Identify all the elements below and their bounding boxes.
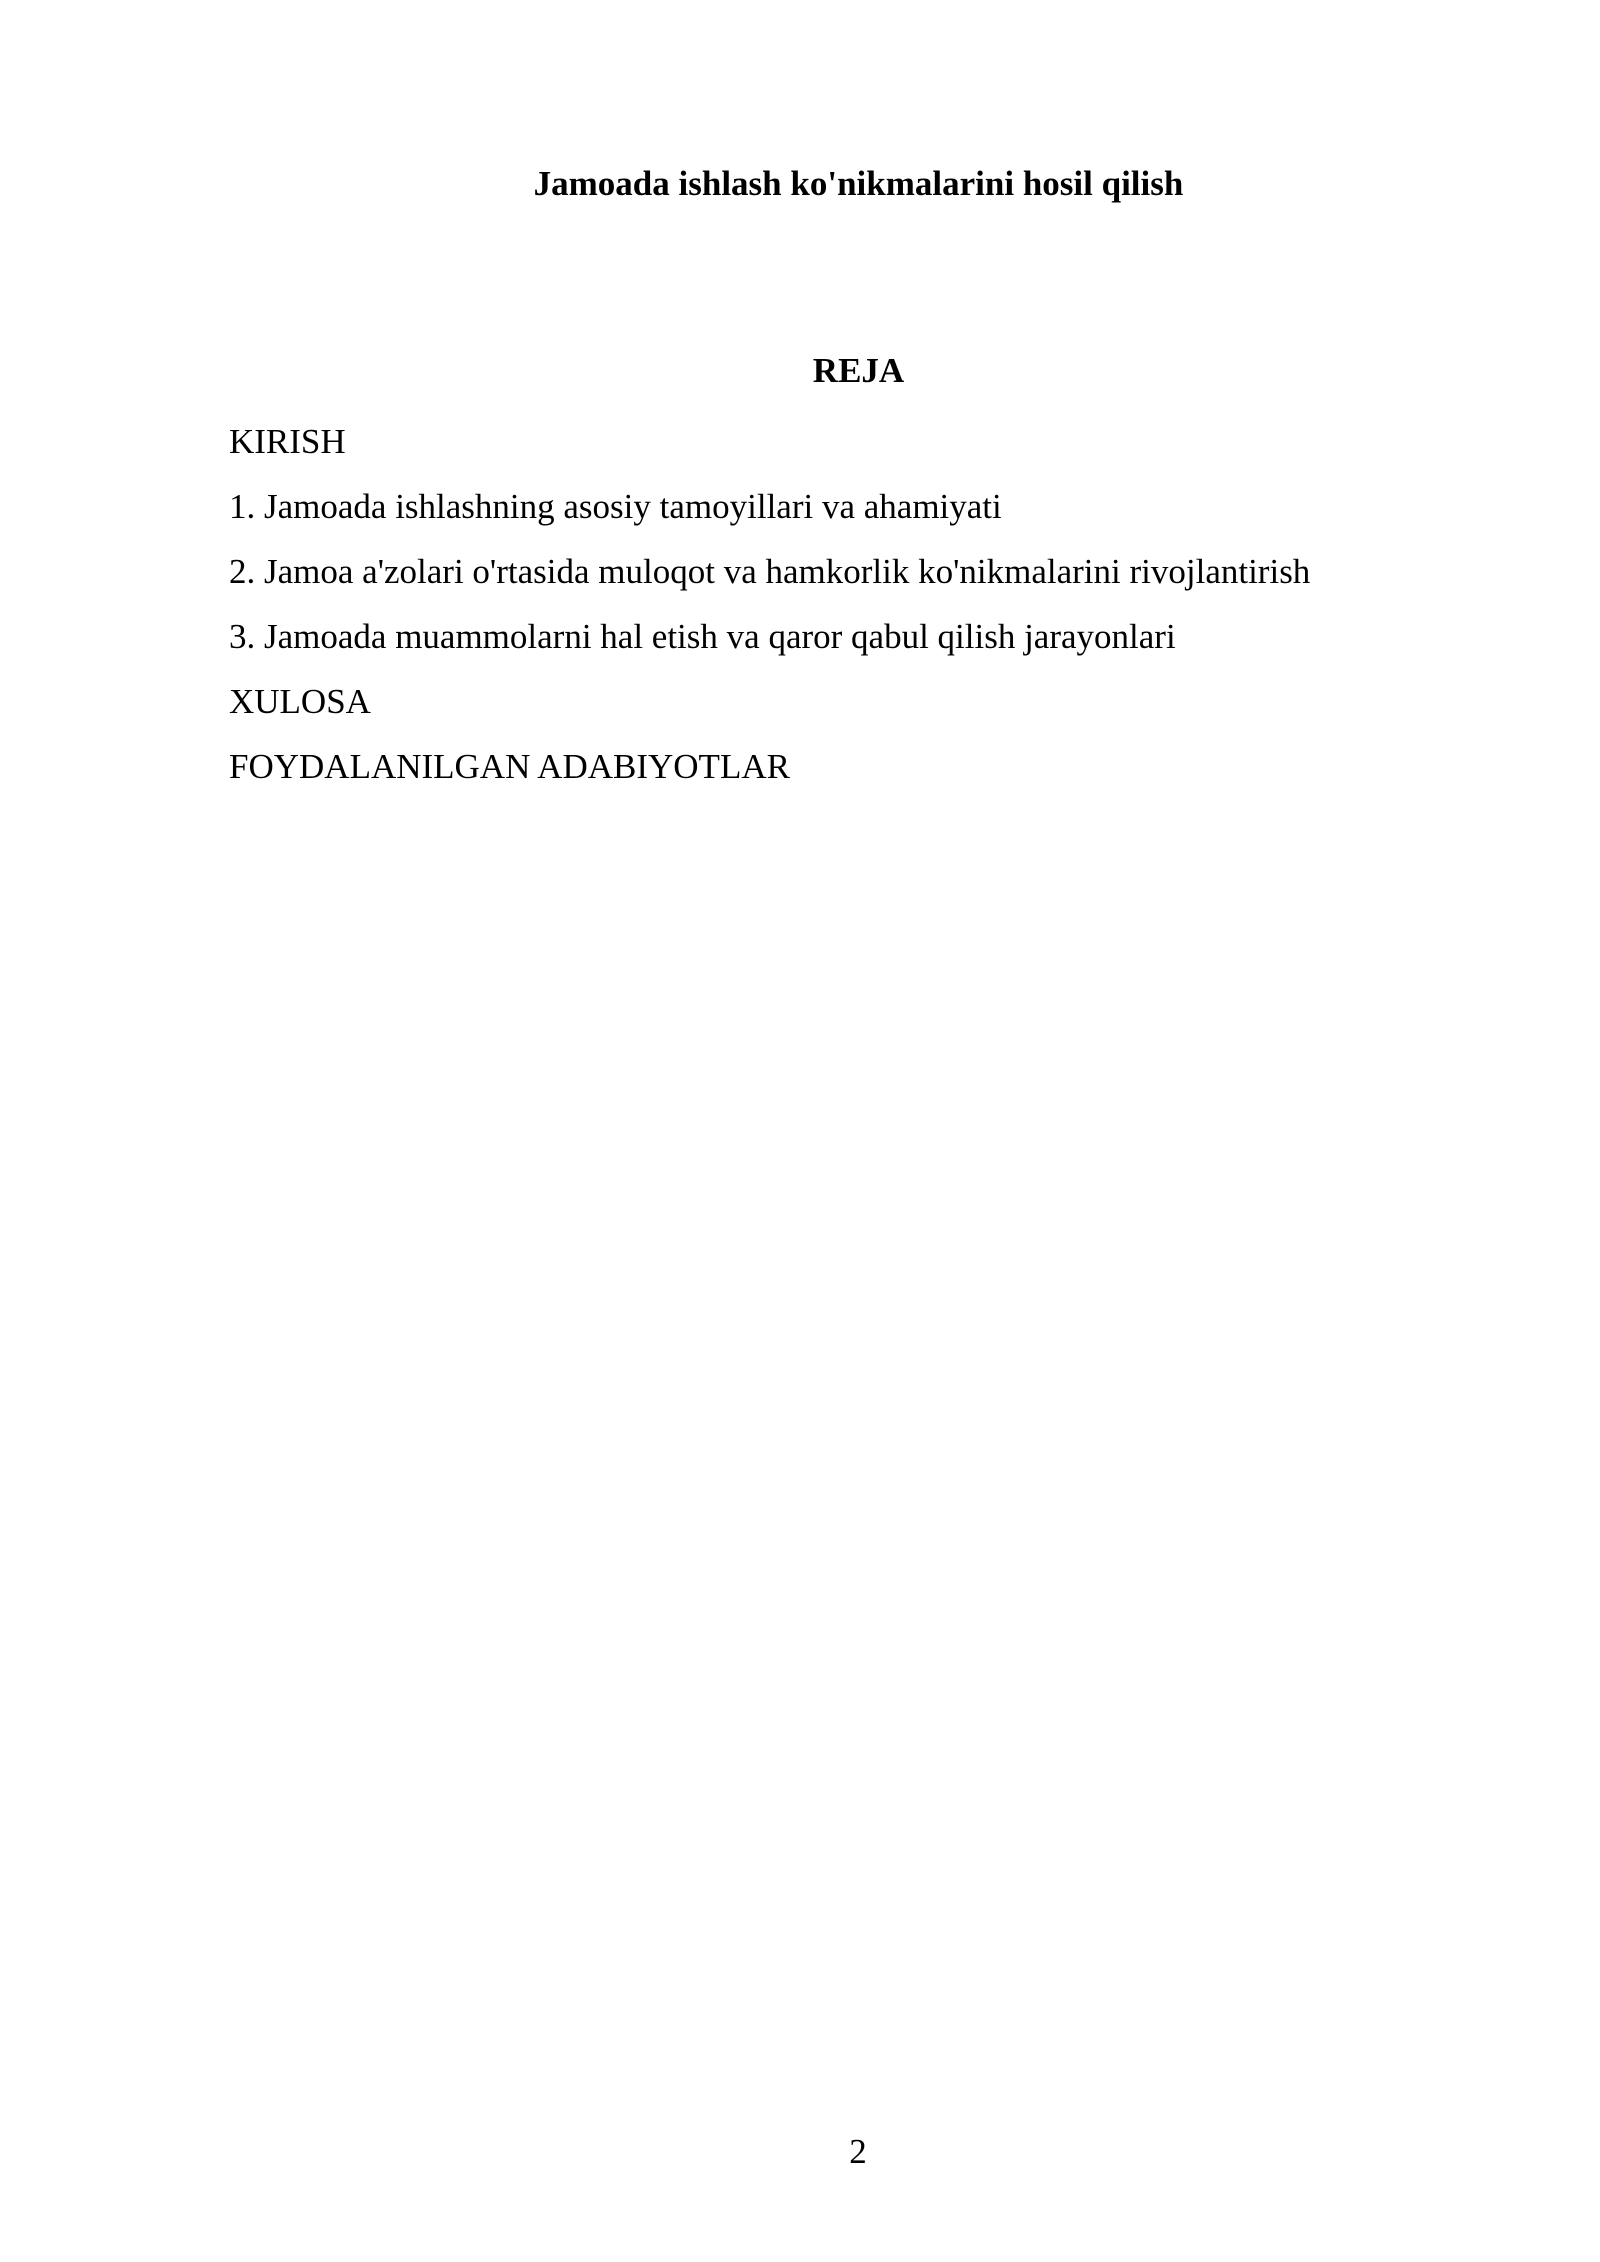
plan-list [229,418,1488,808]
plan-item-2: 2. Jamoa a'zolari o'rtasida muloqot va hamkorlik ko'nikmalarini rivojlantirish [229,552,1311,591]
plan-item-references: FOYDALANILGAN ADABIYOTLAR [229,747,790,786]
document-title: Jamoada ishlash ko'nikmalarini hosil qilish [533,164,1184,203]
plan-heading: REJA [812,351,905,390]
plan-item-conclusion: XULOSA [229,682,371,721]
plan-item-3: 3. Jamoada muammolarni hal etish va qaror qabul qilish jarayonlari [229,617,1176,656]
plan-item-1: 1. Jamoada ishlashning asosiy tamoyillari va ahamiyati [229,487,1002,526]
page-number: 2 [849,2132,867,2171]
plan-item-introduction: KIRISH [229,422,346,461]
